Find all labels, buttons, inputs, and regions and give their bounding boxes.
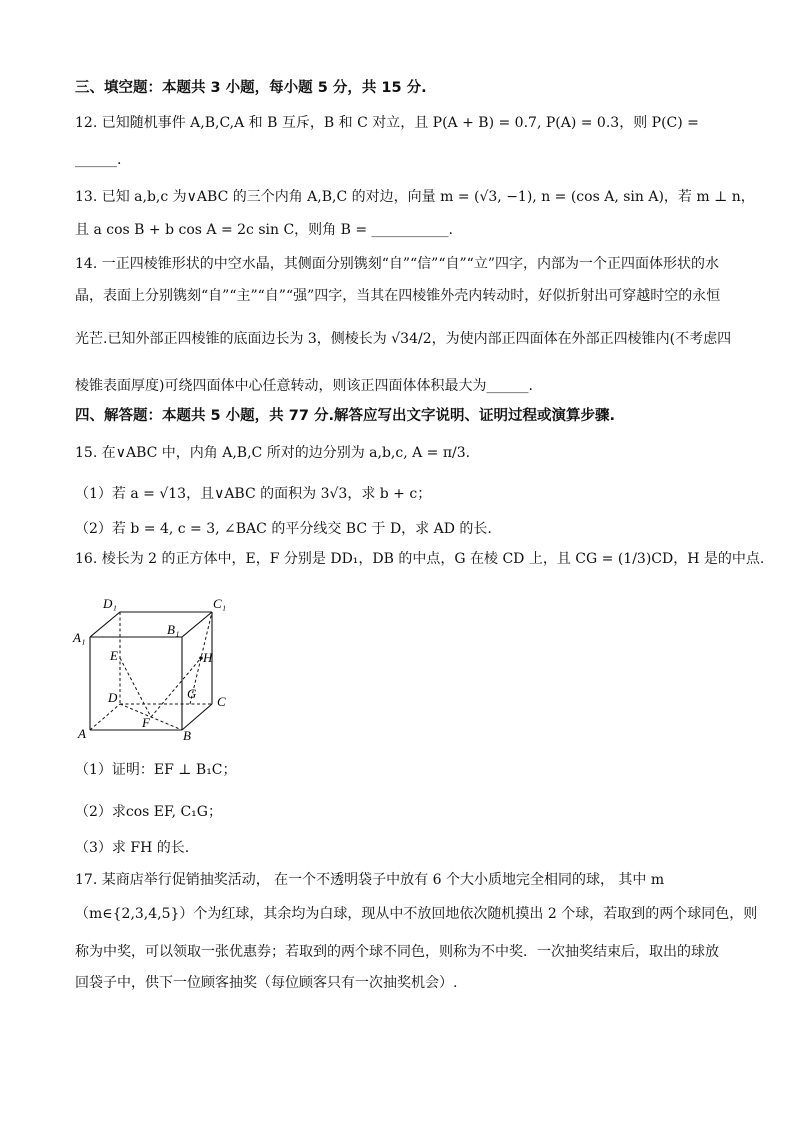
question-15-part1: （1）若 a = √13，且∨ABC 的面积为 3√3，求 b + c；	[75, 486, 432, 502]
question-13-line2: 且 a cos B + b cos A = 2c sin C，则角 B = ___________.	[75, 222, 453, 238]
section3-heading: 三、填空题：本题共 3 小题，每小题 5 分，共 15 分.	[75, 80, 427, 96]
question-16-stem: 16. 棱长为 2 的正方体中，E，F 分别是 DD₁，DB 的中点，G 在棱 CD 上，且 CG = (1/3)CD，H 是的中点.	[75, 551, 765, 567]
label-B1: B₁	[167, 622, 180, 637]
question-14-line2: 晶，表面上分别镌刻“自”“主”“自”“强”四字，当其在四棱锥外壳内转动时，好似折射出可穿越时空的永恒	[75, 288, 721, 304]
question-13-line1: 13. 已知 a,b,c 为∨ABC 的三个内角 A,B,C 的对边，向量 m = (√3, −1), n = (cos A, sin A)，若 m ⊥ n，	[75, 189, 755, 205]
question-17-line3: 称为中奖，可以领取一张优惠券；若取到的两个球不同色，则称为不中奖．一次抽奖结束后，取出的球放	[75, 944, 719, 960]
question-12-line1: 12. 已知随机事件 A,B,C,A 和 B 互斥，B 和 C 对立，且 P(A + B) = 0.7, P(A) = 0.3，则 P(C) =	[75, 115, 699, 131]
label-B: B	[183, 728, 191, 742]
cube-figure	[70, 592, 240, 742]
label-D1: D₁	[103, 596, 117, 611]
section4-heading: 四、解答题：本题共 5 小题，共 77 分.解答应写出文字说明、证明过程或演算步骤.	[75, 408, 615, 424]
question-12-line2: ______.	[75, 152, 122, 168]
label-C1: C₁	[213, 596, 227, 611]
question-15-part2: （2）若 b = 4, c = 3, ∠BAC 的平分线交 BC 于 D，求 AD 的长.	[75, 521, 492, 537]
label-A: A	[78, 726, 86, 741]
label-E: E	[110, 648, 118, 663]
question-14-line1: 14. 一正四棱锥形状的中空水晶，其侧面分别镌刻“自”“信”“自”“立”四字，内部为一个正四面体形状的水	[75, 256, 719, 272]
label-D: D	[108, 690, 118, 705]
label-C: C	[217, 694, 226, 709]
question-14-line4: 棱锥表面厚度)可绕四面体中心任意转动，则该正四面体体积最大为______.	[75, 378, 533, 394]
question-16-part2: （2）求cos EF, C₁G；	[75, 804, 222, 820]
question-16-part1: （1）证明：EF ⊥ B₁C；	[75, 762, 237, 778]
question-17-line2: （m∈{2,3,4,5}）个为红球，其余均为白球，现从中不放回地依次随机摸出 2 个球，若取到的两个球同色，则	[75, 906, 758, 922]
label-G: G	[187, 686, 197, 701]
question-16-part3: （3）求 FH 的长.	[75, 840, 190, 856]
question-17-line4: 回袋子中，供下一位顾客抽奖（每位顾客只有一次抽奖机会）.	[75, 975, 458, 991]
question-14-line3: 光芒.已知外部正四棱锥的底面边长为 3，侧棱长为 √34/2，为使内部正四面体在外部正四棱锥内(不考虑四	[75, 331, 732, 347]
question-17-line1: 17. 某商店举行促销抽奖活动， 在一个不透明袋子中放有 6 个大小质地完全相同的球， 其中 m	[75, 872, 665, 888]
question-15-stem: 15. 在∨ABC 中，内角 A,B,C 所对的边分别为 a,b,c, A = π/3.	[75, 445, 471, 461]
label-F: F	[142, 715, 150, 730]
label-H: H	[203, 650, 213, 665]
label-A1: A₁	[73, 630, 86, 645]
